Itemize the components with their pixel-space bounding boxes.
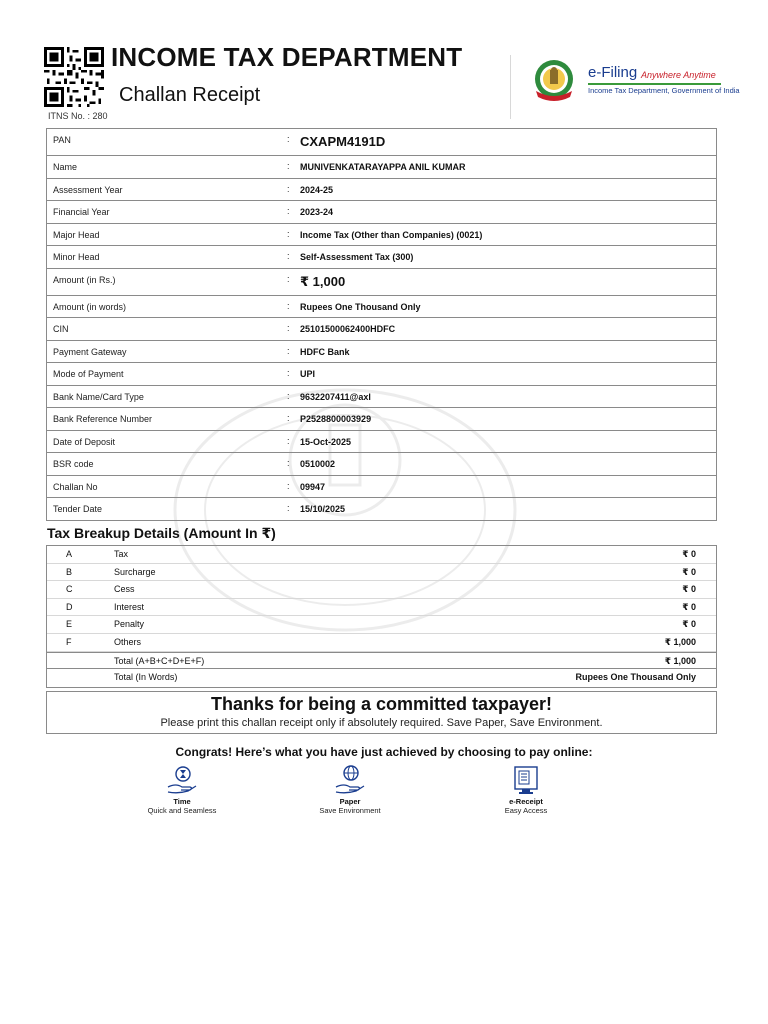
thanks-box — [46, 691, 717, 734]
detail-label: Date of Deposit — [53, 437, 116, 447]
detail-label: Bank Name/Card Type — [53, 392, 144, 402]
detail-colon: : — [287, 274, 290, 284]
breakup-row — [47, 599, 716, 617]
breakup-code: A — [66, 549, 73, 559]
breakup-row — [47, 634, 716, 652]
efiling-subline: Income Tax Department, Government of India — [588, 86, 740, 95]
detail-label: Financial Year — [53, 207, 110, 217]
breakup-row — [47, 616, 716, 634]
benefit-paper — [300, 765, 400, 815]
detail-colon: : — [287, 323, 290, 333]
breakup-code: D — [66, 601, 73, 612]
detail-label: Tender Date — [53, 504, 103, 514]
detail-label: Challan No — [53, 482, 98, 492]
detail-colon: : — [287, 301, 290, 311]
detail-row — [47, 476, 716, 498]
breakup-code: E — [66, 619, 73, 630]
detail-value: Rupees One Thousand Only — [300, 302, 421, 312]
breakup-amount: ₹ 0 — [682, 549, 696, 559]
detail-value: 2024-25 — [300, 185, 334, 195]
detail-value: 25101500062400HDFC — [300, 324, 396, 334]
breakup-amount: ₹ 1,000 — [664, 655, 696, 666]
detail-value: P2528800003929 — [300, 414, 372, 424]
detail-label: PAN — [53, 135, 71, 145]
breakup-head: Cess — [114, 584, 135, 595]
detail-value: 0510002 — [300, 459, 336, 469]
breakup-head: Total (In Words) — [114, 672, 178, 683]
receipt-title: Challan Receipt — [119, 84, 261, 106]
detail-value: 2023-24 — [300, 207, 334, 217]
detail-label: Bank Reference Number — [53, 414, 153, 424]
detail-value: Self-Assessment Tax (300) — [300, 252, 414, 262]
itns-number: ITNS No. : 280 — [48, 111, 108, 121]
detail-value: 15/10/2025 — [300, 504, 346, 514]
breakup-code: B — [66, 566, 73, 577]
breakup-head: Surcharge — [114, 566, 156, 577]
benefit-desc: Easy Access — [504, 806, 548, 815]
detail-value: 15-Oct-2025 — [300, 437, 352, 447]
detail-colon: : — [287, 368, 290, 378]
detail-label: Assessment Year — [53, 185, 123, 195]
breakup-code: F — [66, 636, 72, 647]
department-title: INCOME TAX DEPARTMENT — [111, 42, 463, 72]
benefit-desc: Save Environment — [319, 806, 381, 815]
qr-code — [42, 47, 106, 107]
breakup-head: Interest — [114, 601, 145, 612]
detail-colon: : — [287, 184, 290, 194]
breakup-amount: ₹ 0 — [682, 584, 696, 595]
benefit-title: e-Receipt — [509, 797, 543, 806]
detail-value: 09947 — [300, 482, 326, 492]
e-receipt-icon — [509, 765, 543, 797]
detail-value: CXAPM4191D — [300, 134, 386, 149]
tax-breakup-table — [46, 545, 717, 688]
detail-row — [47, 408, 716, 431]
breakup-total-words-row — [47, 669, 716, 687]
detail-row — [47, 269, 716, 296]
paper-globe-hand-icon — [333, 765, 367, 797]
detail-value: HDFC Bank — [300, 347, 350, 357]
detail-value: MUNIVENKATARAYAPPA ANIL KUMAR — [300, 162, 466, 172]
breakup-amount: ₹ 0 — [682, 619, 696, 630]
detail-colon: : — [287, 458, 290, 468]
detail-colon: : — [287, 134, 290, 144]
detail-label: Major Head — [53, 230, 100, 240]
detail-row — [47, 341, 716, 363]
detail-colon: : — [287, 503, 290, 513]
detail-row — [47, 363, 716, 386]
detail-colon: : — [287, 413, 290, 423]
breakup-head: Others — [114, 636, 142, 647]
detail-label: Amount (in words) — [53, 302, 127, 312]
breakup-amount: Rupees One Thousand Only — [575, 672, 696, 683]
detail-label: Payment Gateway — [53, 347, 127, 357]
logo-underline — [588, 83, 721, 85]
detail-colon: : — [287, 391, 290, 401]
detail-row — [47, 296, 716, 318]
breakup-row — [47, 546, 716, 564]
breakup-head: Penalty — [114, 619, 145, 630]
detail-row — [47, 431, 716, 453]
detail-colon: : — [287, 436, 290, 446]
detail-row — [47, 156, 716, 179]
detail-row — [47, 129, 716, 156]
breakup-amount: ₹ 0 — [682, 601, 696, 612]
thanks-subtext: Please print this challan receipt only if absolutely required. Save Paper, Save Environment. — [160, 717, 603, 729]
detail-label: Mode of Payment — [53, 369, 124, 379]
detail-label: Amount (in Rs.) — [53, 275, 116, 285]
tax-breakup-title: Tax Breakup Details (Amount In ₹) — [47, 525, 276, 541]
detail-colon: : — [287, 229, 290, 239]
breakup-head: Tax — [114, 549, 129, 559]
detail-colon: : — [287, 251, 290, 261]
breakup-head: Total (A+B+C+D+E+F) — [114, 655, 205, 666]
breakup-row — [47, 564, 716, 582]
benefit-desc: Quick and Seamless — [147, 806, 217, 815]
detail-value: UPI — [300, 369, 316, 379]
detail-label: Minor Head — [53, 252, 100, 262]
detail-colon: : — [287, 346, 290, 356]
detail-row — [47, 318, 716, 341]
detail-row — [47, 179, 716, 201]
benefit-ereceipt — [476, 765, 576, 815]
detail-label: Name — [53, 162, 78, 172]
breakup-amount: ₹ 0 — [682, 566, 696, 577]
breakup-total-row — [47, 652, 716, 670]
time-hand-icon — [165, 765, 199, 797]
efiling-tagline: Anywhere Anytime — [641, 70, 716, 80]
challan-details-table — [46, 128, 717, 521]
detail-value: ₹ 1,000 — [300, 274, 346, 289]
detail-label: CIN — [53, 324, 69, 334]
detail-row — [47, 224, 716, 246]
breakup-code: C — [66, 584, 73, 595]
detail-row — [47, 386, 716, 408]
benefit-time — [132, 765, 232, 815]
breakup-row — [47, 581, 716, 599]
detail-colon: : — [287, 206, 290, 216]
benefit-title: Time — [173, 797, 191, 806]
detail-value: Income Tax (Other than Companies) (0021) — [300, 230, 483, 240]
detail-value: 9632207411@axl — [300, 392, 371, 402]
detail-colon: : — [287, 161, 290, 171]
detail-row — [47, 201, 716, 224]
detail-row — [47, 246, 716, 269]
detail-row — [47, 453, 716, 476]
efiling-wordmark: e-Filing — [588, 64, 638, 81]
breakup-amount: ₹ 1,000 — [664, 636, 696, 647]
thanks-heading: Thanks for being a committed taxpayer! — [210, 694, 553, 714]
detail-row — [47, 498, 716, 520]
detail-colon: : — [287, 481, 290, 491]
detail-label: BSR code — [53, 459, 94, 469]
congrats-text: Congrats! Here’s what you have just achieved by choosing to pay online: — [175, 745, 593, 759]
header-divider — [510, 55, 511, 119]
benefit-title: Paper — [339, 797, 361, 806]
